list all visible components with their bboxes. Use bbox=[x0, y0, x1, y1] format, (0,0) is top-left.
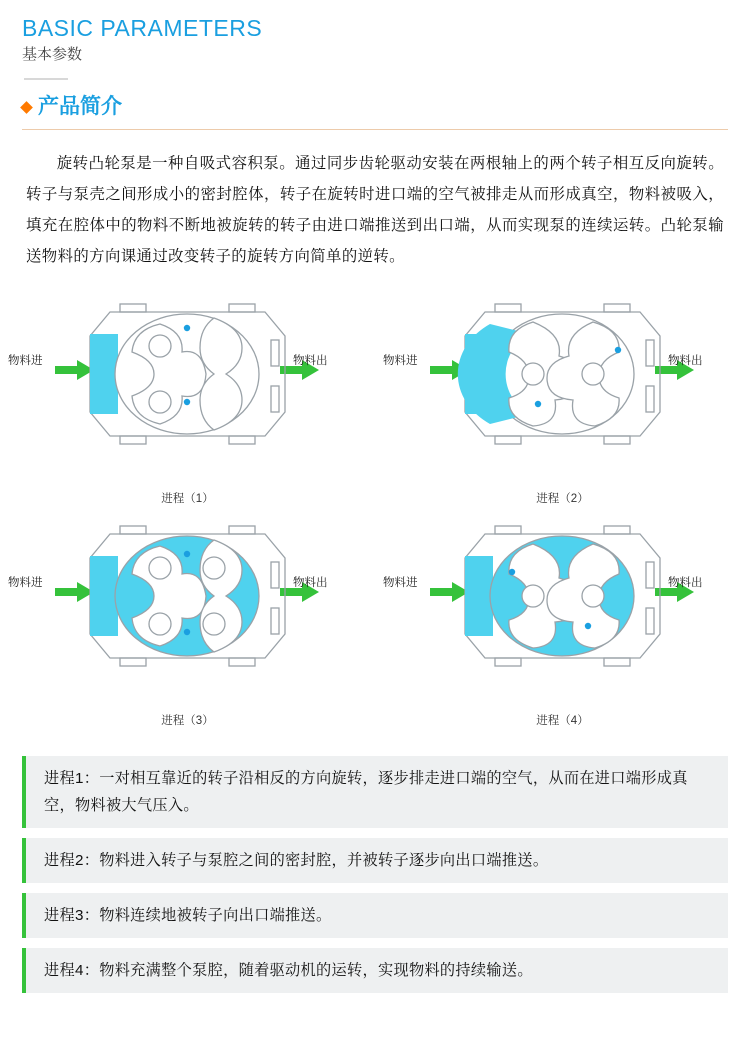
diagram-stage-2 bbox=[375, 294, 750, 516]
inlet-arrow-icon bbox=[55, 360, 94, 380]
rotor-marker-dot bbox=[535, 401, 541, 407]
pump-diagram-4 bbox=[375, 516, 750, 716]
diagram-4-caption: 进程（4） bbox=[536, 715, 589, 727]
section-title: 产品简介 bbox=[38, 95, 122, 118]
diagram-2-outlet-label: 物料出 bbox=[668, 355, 703, 367]
diagram-2-caption: 进程（2） bbox=[536, 493, 589, 505]
rotor-marker-dot bbox=[509, 569, 515, 575]
diagram-3-outlet-label: 物料出 bbox=[293, 577, 328, 589]
diagram-stage-4 bbox=[375, 516, 750, 738]
stage-note-2: 进程2：物料进入转子与泵腔之间的密封腔，并被转子逐步向出口端推送。 bbox=[22, 838, 728, 883]
rotor-marker-dot bbox=[184, 399, 190, 405]
stage-note-1: 进程1：一对相互靠近的转子沿相反的方向旋转，逐步排走进口端的空气，从而在进口端形成真空，物料被大气压入。 bbox=[22, 756, 728, 828]
diagram-4-outlet-label: 物料出 bbox=[668, 577, 703, 589]
pump-diagram-1 bbox=[0, 294, 375, 494]
diagram-3-caption: 进程（3） bbox=[161, 715, 214, 727]
stage-notes-list bbox=[22, 756, 728, 993]
diamond-bullet-icon bbox=[20, 101, 33, 114]
diagram-3-inlet-label: 物料进 bbox=[8, 577, 43, 589]
diagram-stage-3 bbox=[0, 516, 375, 738]
rotor-marker-dot bbox=[585, 623, 591, 629]
page-title-en: BASIC PARAMETERS bbox=[22, 15, 263, 41]
inlet-arrow-icon bbox=[430, 582, 469, 602]
pump-diagram-2 bbox=[375, 294, 750, 494]
diagram-grid bbox=[0, 294, 750, 738]
inlet-arrow-icon bbox=[55, 582, 94, 602]
diagram-4-inlet-label: 物料进 bbox=[383, 577, 418, 589]
page-title-cn: 基本参数 bbox=[22, 46, 83, 63]
diagram-1-inlet-label: 物料进 bbox=[8, 355, 43, 367]
page-header bbox=[0, 0, 750, 80]
stage-note-3: 进程3：物料连续地被转子向出口端推送。 bbox=[22, 893, 728, 938]
rotor-marker-dot bbox=[184, 551, 190, 557]
rotor-marker-dot bbox=[184, 629, 190, 635]
header-divider bbox=[24, 78, 68, 80]
rotor-marker-dot bbox=[615, 347, 621, 353]
section-heading bbox=[22, 94, 750, 120]
intro-paragraph: 旋转凸轮泵是一种自吸式容积泵。通过同步齿轮驱动安装在两根轴上的两个转子相互反向旋转。转子与泵壳之间形成小的密封腔体，转子在旋转时进口端的空气被排走从而形成真空，物料被吸入，填充在腔体中的物料不断地被旋转的转子由进口端推送到出口端，从而实现泵的连续运转。凸轮泵输送物料的方向课通过改变转子的旋转方向简单的逆转。 bbox=[26, 155, 724, 265]
pump-diagram-3 bbox=[0, 516, 375, 716]
stage-note-4: 进程4：物料充满整个泵腔，随着驱动机的运转，实现物料的持续输送。 bbox=[22, 948, 728, 993]
diagram-2-inlet-label: 物料进 bbox=[383, 355, 418, 367]
rotor-marker-dot bbox=[184, 325, 190, 331]
diagram-1-outlet-label: 物料出 bbox=[293, 355, 328, 367]
section-underline bbox=[22, 129, 728, 130]
diagram-1-caption: 进程（1） bbox=[161, 493, 214, 505]
diagram-stage-1 bbox=[0, 294, 375, 516]
